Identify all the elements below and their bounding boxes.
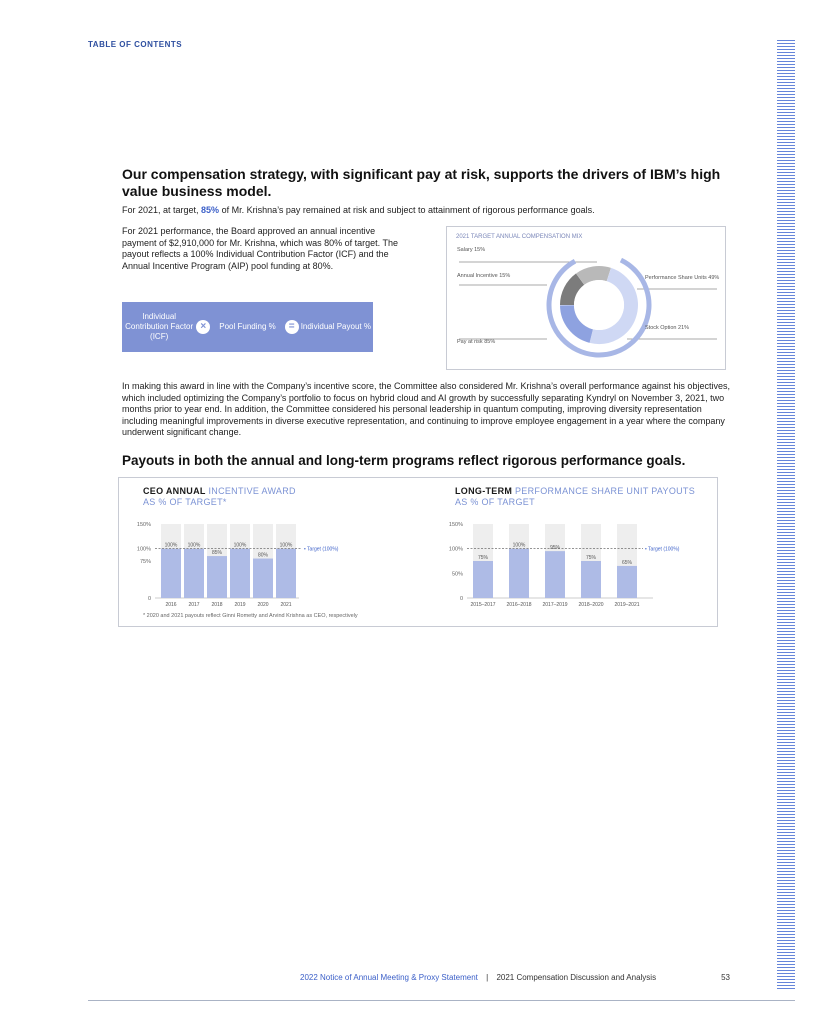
- donut-label-psu: Performance Share Units 49%: [645, 275, 720, 281]
- y-tick-label: 150%: [136, 522, 151, 528]
- x-tick-label: 2019–2021: [614, 602, 640, 608]
- donut-label-at-risk: Pay at risk 85%: [457, 339, 496, 345]
- bar: [545, 551, 565, 598]
- annual-incentive-paragraph: For 2021 performance, the Board approved an annual incentive payment of $2,910,000 for Mr. Krishna, which was 80% of target. The payout reflects a 100% Individual Contribution Factor (ICF) and the Annual Incentive Program (AIP) pool funding at 80%.: [122, 226, 398, 271]
- annual-incentive-chart-title: [143, 486, 296, 508]
- data-label: 85%: [211, 550, 223, 557]
- psu-payout-bar-chart: [439, 520, 729, 620]
- compensation-mix-card: [446, 226, 726, 370]
- page-number: 53: [721, 973, 730, 982]
- bar: [509, 549, 529, 598]
- bar: [253, 559, 273, 598]
- payouts-heading: Payouts in both the annual and long-term programs reflect rigorous performance goals.: [122, 453, 686, 468]
- bar: [230, 549, 250, 598]
- x-tick-label: 2016–2018: [506, 602, 532, 608]
- data-label: 100%: [512, 542, 526, 549]
- donut-label-salary: Salary 15%: [457, 247, 486, 253]
- bar: [184, 549, 204, 598]
- bar: [581, 561, 601, 598]
- donut-label-option: Stock Option 21%: [645, 325, 690, 331]
- table-of-contents-link[interactable]: TABLE OF CONTENTS: [88, 40, 183, 49]
- x-tick-label: 2020: [257, 602, 269, 608]
- subline-suffix: of Mr. Krishna’s pay remained at risk and subject to attainment of rigorous performance goals.: [219, 205, 595, 215]
- footer-section-title: 2021 Compensation Discussion and Analysis: [496, 973, 657, 982]
- formula-icf-box: Individual Contribution Factor (ICF): [125, 312, 194, 341]
- footer-document-title: 2022 Notice of Annual Meeting & Proxy Statement: [300, 973, 478, 982]
- footer-separator: |: [486, 973, 489, 982]
- compensation-mix-title: 2021 TARGET ANNUAL COMPENSATION MIX: [456, 234, 583, 240]
- x-tick-label: 2018: [211, 602, 223, 608]
- annual-incentive-bar-chart: [127, 520, 417, 620]
- donut-hole: [574, 280, 624, 330]
- bar: [161, 549, 181, 598]
- target-line-label: • Target (100%): [304, 546, 339, 553]
- pay-at-risk-summary: [122, 205, 742, 216]
- data-label: 100%: [164, 542, 178, 549]
- x-tick-label: 2016: [165, 602, 177, 608]
- x-tick-label: 2021: [280, 602, 292, 608]
- x-tick-label: 2015–2017: [470, 602, 496, 608]
- data-label: 65%: [621, 559, 633, 566]
- psu-chart-title: [455, 486, 695, 508]
- x-tick-label: 2017–2019: [542, 602, 568, 608]
- section-heading: Our compensation strategy, with significant pay at risk, supports the drivers of IBM’s high value business model.: [122, 166, 721, 199]
- title-line-2: AS % OF TARGET*: [143, 497, 227, 507]
- y-tick-label: 100%: [448, 546, 463, 553]
- bar: [276, 549, 296, 598]
- x-tick-label: 2018–2020: [578, 602, 604, 608]
- y-tick-label: 0: [459, 596, 463, 602]
- page-footer: [300, 973, 730, 982]
- y-tick-label: 150%: [448, 522, 463, 528]
- title-dark-part: LONG-TERM: [455, 486, 513, 496]
- formula-pool-funding-box: Pool Funding %: [219, 322, 276, 331]
- y-tick-label: 50%: [451, 571, 463, 578]
- y-tick-label: 75%: [139, 559, 151, 565]
- title-line-2: AS % OF TARGET: [455, 497, 535, 507]
- pay-at-risk-percent: 85%: [201, 205, 220, 215]
- data-label: 95%: [549, 545, 561, 552]
- chart-footnote: * 2020 and 2021 payouts reflect Ginni Rometty and Arvind Krishna as CEO, respectively: [143, 613, 358, 619]
- bar: [207, 556, 227, 598]
- x-tick-label: 2019: [234, 602, 246, 608]
- target-line-label: • Target (100%): [645, 546, 680, 553]
- page-edge-stripes: [777, 40, 795, 990]
- committee-considerations-paragraph: In making this award in line with the Company’s incentive score, the Committee also considered Mr. Krishna’s overall performance against his objectives, which included optimizing the Company’s portfolio to focus on hybrid cloud and AI growth by successfully separating Kyndryl on November 3, 2021, two months prior to year end. In addition, the Committee considered his personal leadership in quantum computing, improving diversity representation including meaningful improvements in diverse executive representation, and continuing to improve employee engagement in a year where the company underwent significant change.: [122, 381, 730, 437]
- payout-charts-card: [118, 477, 718, 627]
- y-tick-label: 100%: [136, 546, 151, 553]
- data-label: 100%: [233, 542, 247, 549]
- equals-operator-icon: =: [285, 320, 299, 334]
- footer-rule: [88, 1000, 795, 1001]
- payout-formula: [122, 302, 373, 352]
- formula-payout-box: Individual Payout %: [300, 322, 371, 331]
- title-rest-part: INCENTIVE AWARD: [205, 486, 296, 496]
- data-label: 75%: [477, 555, 489, 561]
- data-label: 100%: [187, 542, 201, 549]
- data-label: 100%: [279, 542, 293, 549]
- subline-prefix: For 2021, at target,: [122, 205, 202, 215]
- title-rest-part: PERFORMANCE SHARE UNIT PAYOUTS: [512, 486, 696, 496]
- y-tick-label: 0: [147, 596, 151, 602]
- x-tick-label: 2017: [188, 602, 200, 608]
- donut-label-annual: Annual Incentive 15%: [457, 273, 511, 279]
- data-label: 80%: [257, 552, 269, 559]
- data-label: 75%: [585, 555, 597, 561]
- bar: [473, 561, 493, 598]
- multiply-operator-icon: ×: [196, 320, 210, 334]
- bar: [617, 566, 637, 598]
- title-dark-part: CEO ANNUAL: [143, 486, 206, 496]
